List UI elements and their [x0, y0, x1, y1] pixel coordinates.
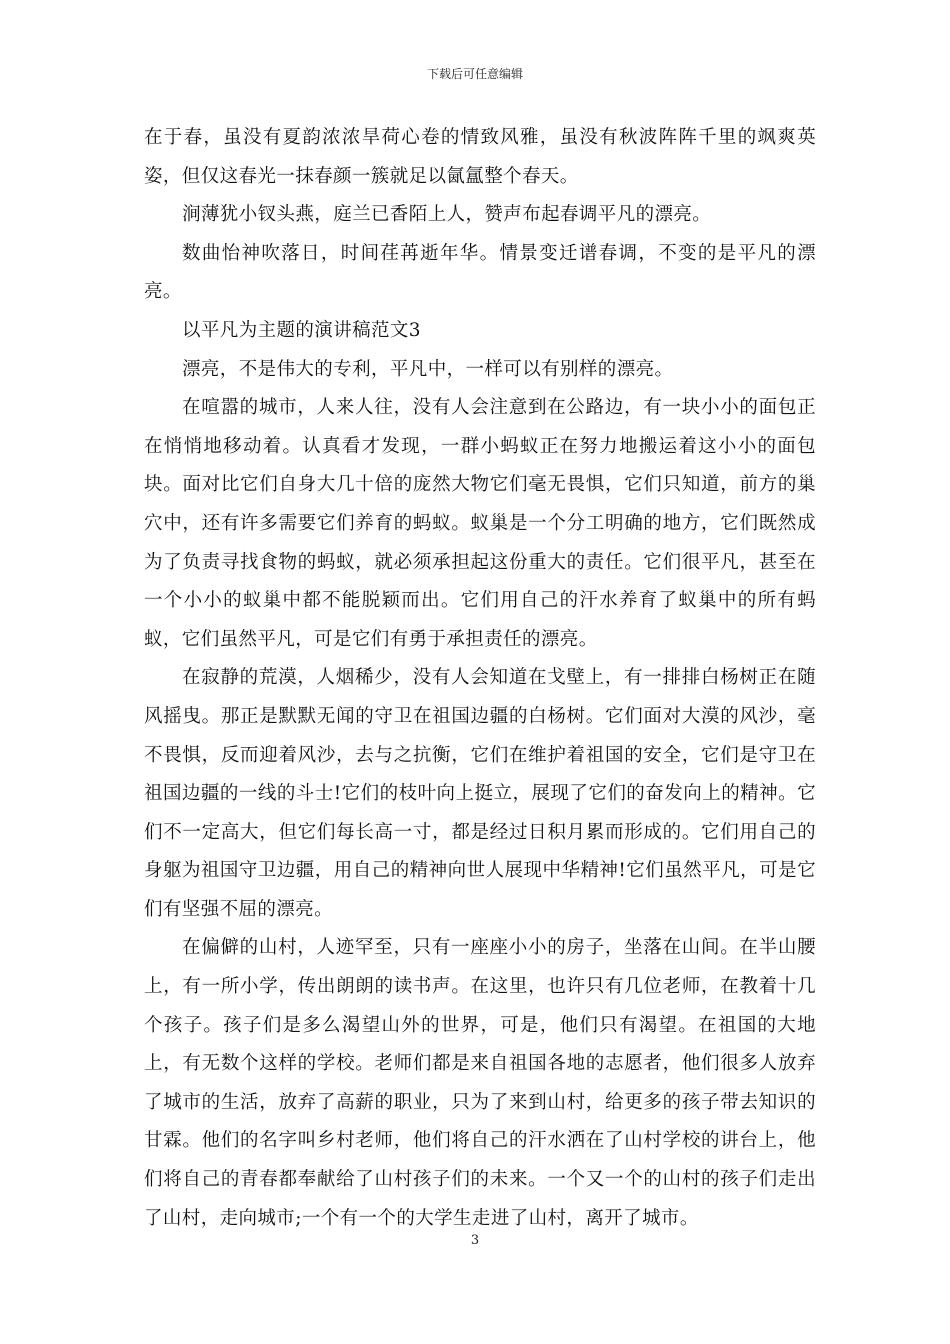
document-body [144, 119, 816, 1238]
paragraph: 在偏僻的山村，人迹罕至，只有一座座小小的房子，坐落在山间。在半山腰上，有一所小学，传出朗朗的读书声。在这里，也许只有几位老师，在教着十几个孩子。孩子们是多么渴望山外的世界，可是，他们只有渴望。在祖国的大地上，有无数个这样的学校。老师们都是来自祖国各地的志愿者，他们很多人放弃了城市的生活，放弃了高薪的职业，只为了来到山村，给更多的孩子带去知识的甘霖。他们的名字叫乡村老师，他们将自己的汗水洒在了山村学校的讲台上，他们将自己的青春都奉献给了山村孩子们的未来。一个又一个的山村的孩子们走出了山村，走向城市;一个有一个的大学生走进了山村，离开了城市。 [144, 937, 816, 1229]
page-number: 3 [470, 1233, 480, 1248]
paragraph: 在寂静的荒漠，人烟稀少，没有人会知道在戈壁上，有一排排白杨树正在随风摇曳。那正是默默无闻的守卫在祖国边疆的白杨树。它们面对大漠的风沙，毫不畏惧，反而迎着风沙，去与之抗衡，它们在维护着祖国的安全，它们是守卫在祖国边疆的一线的斗士!它们的枝叶向上挺立，展现了它们的奋发向上的精神。它们不一定高大，但它们每长高一寸，都是经过日积月累而形成的。它们用自己的身躯为祖国守卫边疆，用自己的精神向世人展现中华精神!它们虽然平凡，可是它们有坚强不屈的漂亮。 [144, 667, 816, 920]
paragraph: 涧薄犹小钗头燕，庭兰已香陌上人，赞声布起春调平凡的漂亮。 [182, 204, 712, 226]
section-title: 以平凡为主题的演讲稿范文3 [182, 319, 421, 341]
paragraph: 漂亮，不是伟大的专利，平凡中，一样可以有别样的漂亮。 [182, 358, 674, 380]
page-header: 下载后可任意编辑 [426, 67, 523, 81]
paragraph: 在于春，虽没有夏韵浓浓旱荷心卷的情致风雅，虽没有秋波阵阵千里的飒爽英姿，但仅这春光一抹春颜一簇就足以氤氲整个春天。 [144, 127, 816, 187]
paragraph: 在喧嚣的城市，人来人往，没有人会注意到在公路边，有一块小小的面包正在悄悄地移动着。认真看才发现，一群小蚂蚁正在努力地搬运着这小小的面包块。面对比它们自身大几十倍的庞然大物它们毫无畏惧，它们只知道，前方的巢穴中，还有许多需要它们养育的蚂蚁。蚁巢是一个分工明确的地方，它们既然成为了负责寻找食物的蚂蚁，就必须承担起这份重大的责任。它们很平凡，甚至在一个小小的蚁巢中都不能脱颖而出。它们用自己的汗水养育了蚁巢中的所有蚂蚁，它们虽然平凡，可是它们有勇于承担责任的漂亮。 [144, 397, 816, 650]
paragraph: 数曲怡神吹落日，时间荏苒逝年华。情景变迁谱春调，不变的是平凡的漂亮。 [144, 242, 816, 303]
